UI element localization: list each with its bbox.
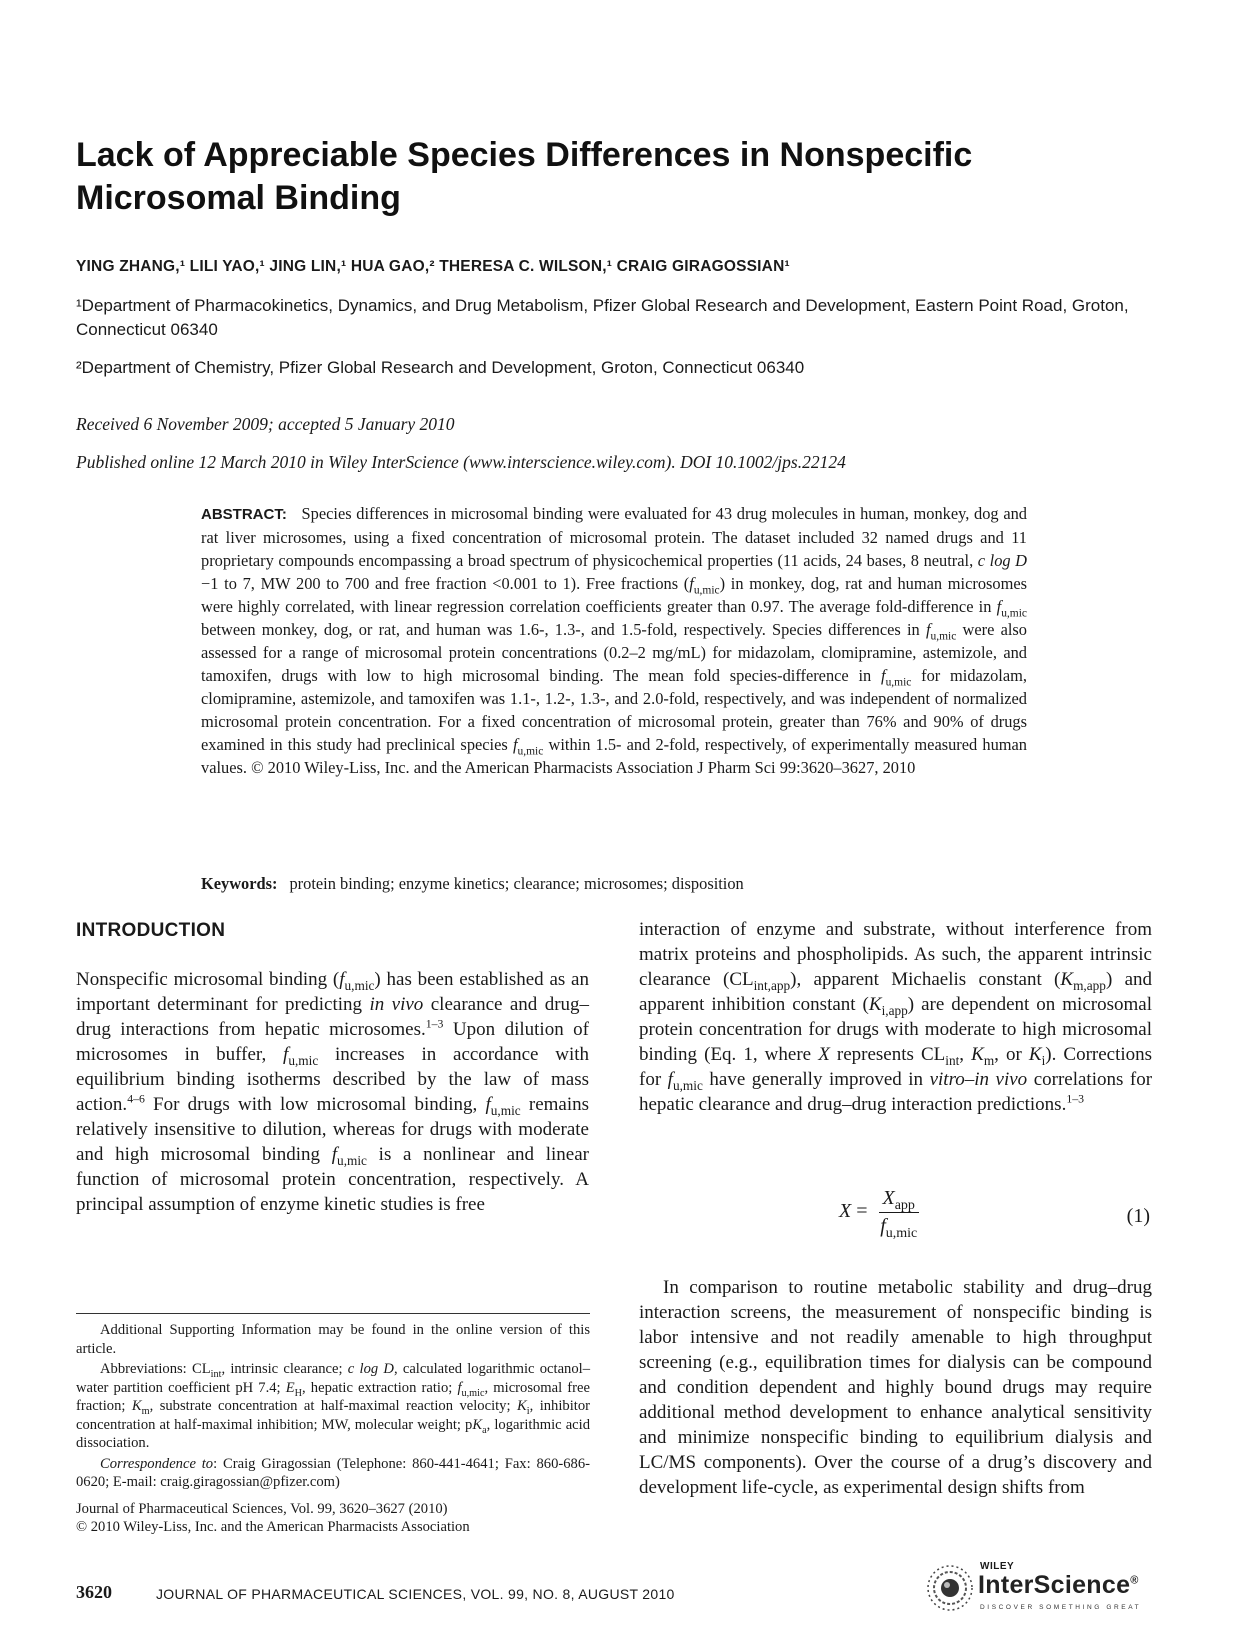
body-text: For drugs with low microsomal binding, [153,1094,478,1115]
body-text: interaction of enzyme and substrate, without interference from matrix proteins and phospholipids. As such, the apparent intrinsic clearance (CL [639,919,1152,990]
author-list: YING ZHANG,¹ LILI YAO,¹ JING LIN,¹ HUA GAO,² THERESA C. WILSON,¹ CRAIG GIRAGOSSIAN¹ [76,258,790,275]
fu-symbol: f [996,597,1002,616]
affiliation-1: ¹Department of Pharmacokinetics, Dynamics, and Drug Metabolism, Pfizer Global Research and Development, Eastern Point Road, Groton, Connecticut 06340 [76,296,1129,339]
fu-subscript: u,mic [693,584,720,597]
keywords-label: Keywords: [201,874,278,893]
equation-lhs: X [839,1200,852,1223]
ki-symbol: K [868,994,882,1015]
abstract-text: −1 to 7, MW 200 to 700 and free fraction <0.001 to 1). Free fractions ( [201,574,690,593]
footnote-correspondence [76,1455,590,1492]
body-text: ). Corrections for [639,1044,1153,1090]
numerator-subscript: app [894,1198,915,1213]
fu-subscript: u,mic [337,1152,367,1168]
clogd-term: c log D [977,551,1027,570]
eh-symbol: E [285,1379,295,1396]
denominator-symbol: f [880,1215,886,1237]
footnote-text: , calculated logarithmic octanol–water partition coefficient pH 7.4; [76,1361,591,1396]
body-column-right-paragraph-2: In comparison to routine metabolic stability and drug–drug interaction screens, the measurement of nonspecific binding is labor intensive and not readily amenable to high throughput screening (e.g., equilibration times for dialysis can be compound and condition dependent and highly bound drugs may require additional method development to enhance analytical sensitivity and minimize nonspecific binding to equilibrium dialysis and LC/MS components). Over the course of a drug’s discovery and development life-cycle, as experimental design shifts from [639,1277,1152,1498]
body-text: ) and apparent inhibition constant ( [639,969,1153,1015]
fu-subscript: u,mic [517,745,544,758]
keywords-text: protein binding; enzyme kinetics; clearance; microsomes; disposition [289,874,744,893]
body-text: remains relatively insensitive to dilution, whereas for drugs with moderate and high microsomal binding [76,1094,590,1165]
in-vivo-term: in vivo [369,994,424,1015]
fu-subscript: u,mic [1001,607,1027,620]
footnote-text: , substrate concentration at half-maximal reaction velocity; [149,1398,511,1414]
body-text: ) are dependent on microsomal protein concentration for drugs with moderate to high microsomal binding (Eq. 1, where [639,994,1152,1065]
footnote-text: , intrinsic clearance; [221,1361,343,1377]
running-footer: JOURNAL OF PHARMACEUTICAL SCIENCES, VOL. 99, NO. 8, AUGUST 2010 [156,1586,675,1602]
subscript: int,app [753,977,791,993]
subscript: u,mic [461,1387,485,1399]
ki-symbol: K [1028,1044,1042,1065]
body-text: Upon dilution of microsomes in buffer, [76,1019,589,1065]
wiley-interscience-logo [924,1560,1154,1616]
subscript: i,app [881,1002,908,1018]
equation-fraction [879,1187,919,1241]
subscript: int [210,1368,222,1380]
subscript: i [1041,1052,1046,1068]
equation-numerator [879,1187,919,1213]
abstract-text: within 1.5- and 2-fold, respectively, of experimentally measured human values. © 2010 Wiley-Liss, Inc. and the American Pharmacists Association J Pharm Sci 99:3620–3627, 2010 [201,735,1027,777]
subscript: a [482,1424,487,1436]
registered-mark: ® [1130,1574,1139,1587]
equation-body [839,1187,919,1241]
received-dates: Received 6 November 2009; accepted 5 January 2010 [76,414,455,434]
fu-symbol: f [925,620,931,639]
logo-wiley-text: WILEY [980,1561,1015,1572]
body-text: is a nonlinear and linear function of microsomal protein concentration, respectively. A principal assumption of enzyme kinetic studies is free [76,1144,589,1215]
body-text: , or [994,1044,1022,1065]
footnote-divider [76,1313,590,1314]
correspondence-text: : Craig Giragossian (Telephone: 860-441-4641; Fax: 860-686-0620; E-mail: craig.giragossian@pfizer.com) [76,1455,590,1490]
abstract [201,502,1027,779]
numerator-symbol: X [882,1187,895,1209]
footnotes [76,1321,590,1537]
logo-wordmark: InterScience [978,1571,1131,1599]
logo-interscience-text [978,1571,1139,1600]
ka-symbol: K [472,1416,483,1433]
fu-symbol: f [331,1144,338,1165]
body-text: represents CL [836,1044,946,1065]
fu-symbol: f [457,1379,462,1396]
keywords [201,874,1027,894]
subscript: i [526,1405,530,1417]
footnote-supporting-info: Additional Supporting Information may be found in the online version of this article. [76,1322,590,1357]
abstract-text: for midazolam, clomipramine, astemizole, and tamoxifen was 1.1-, 1.2-, 1.3-, and 2.0-fold, respectively, and was independent of normalized microsomal protein concentration. For a fixed concentration of microsomal protein, greater than 76% and 90% of drugs examined in this study had preclinical species [201,666,1027,754]
fu-symbol: f [339,969,345,990]
km-symbol: K [1060,969,1074,990]
footnote-copyright: © 2010 Wiley-Liss, Inc. and the American Pharmacists Association [76,1519,470,1535]
publication-info: Published online 12 March 2010 in Wiley InterScience (www.interscience.wiley.com). DOI 10.1002/jps.22124 [76,452,846,472]
footnote-text: , microsomal free fraction; [76,1379,590,1414]
abstract-text: between monkey, dog, or rat, and human was 1.6-, 1.3-, and 1.5-fold, respectively. Species differences in [201,620,920,639]
body-text: , [959,1044,965,1065]
km-symbol: K [971,1044,984,1065]
fu-symbol: f [667,1069,673,1090]
body-text: ) has been established as an important determinant for predicting [76,969,589,1015]
fu-symbol: f [512,735,518,754]
abstract-text: ) in monkey, dog, rat and human microsomes were highly correlated, with linear regression correlation coefficients greater than 0.97. The average fold-difference in [201,574,1027,616]
subscript: int [945,1052,960,1068]
km-symbol: K [131,1398,142,1414]
abstract-label: ABSTRACT: [201,506,287,523]
footnote-text: , logarithmic acid dissociation. [76,1416,590,1451]
citation: 4–6 [127,1092,145,1106]
section-heading-introduction: INTRODUCTION [76,920,226,941]
abstract-text: Species differences in microsomal binding were evaluated for 43 drug molecules in human, monkey, dog and rat liver microsomes, using a fixed concentration of microsomal protein. The dataset included 32 named drugs and 11 proprietary compounds encompassing a broad spectrum of physicochemical properties (11 acids, 24 bases, 8 neutral, [201,504,1027,570]
fu-subscript: u,mic [288,1052,319,1068]
globe-icon [924,1562,976,1614]
fu-subscript: u,mic [885,676,912,689]
fu-symbol: f [485,1094,491,1115]
fu-subscript: u,mic [672,1077,703,1093]
body-text: ), apparent Michaelis constant ( [790,969,1061,990]
body-text: increases in accordance with equilibrium binding isotherms described by the law of mass action. [76,1044,589,1115]
clogd-term: c log D [347,1361,394,1377]
footnote-text: , inhibitor concentration at half-maximal inhibition; MW, molecular weight; p [76,1398,590,1433]
citation: 1–3 [425,1017,444,1031]
footnote-journal: Journal of Pharmaceutical Sciences, Vol. 99, 3620–3627 (2010) [76,1500,448,1517]
subscript: H [294,1387,303,1399]
subscript: m [141,1405,150,1417]
body-text: have generally improved in [709,1069,924,1090]
body-column-left [76,967,589,1217]
footnote-abbreviations [76,1360,590,1453]
correspondence-label: Correspondence to [100,1455,214,1472]
subscript: m,app [1073,977,1106,993]
equation-number: (1) [1126,1205,1150,1227]
in-vitro-in-vivo-term: vitro–in vivo [929,1069,1028,1090]
body-text: correlations for hepatic clearance and drug–drug interaction predictions. [639,1069,1153,1115]
fu-symbol: f [689,574,694,593]
x-symbol: X [818,1044,830,1065]
fu-subscript: u,mic [490,1102,521,1118]
fu-subscript: u,mic [344,977,375,993]
footnote-text: , hepatic extraction ratio; [302,1379,453,1396]
equation-denominator [879,1213,919,1241]
body-text: clearance and drug–drug interactions from hepatic microsomes. [76,994,590,1040]
body-column-right-paragraph-1 [639,917,1152,1117]
fu-symbol: f [881,666,886,685]
equation-1 [639,1187,1152,1247]
denominator-subscript: u,mic [885,1226,918,1241]
fu-subscript: u,mic [930,630,957,643]
footnote-text: Abbreviations: CL [100,1361,211,1377]
logo-tagline: DISCOVER SOMETHING GREAT [980,1604,1142,1611]
ki-symbol: K [517,1398,527,1414]
equals-sign: = [856,1200,868,1223]
article-title: Lack of Appreciable Species Differences in Nonspecific Microsomal Binding [76,136,973,217]
page-number: 3620 [76,1582,112,1602]
affiliation-2: ²Department of Chemistry, Pfizer Global Research and Development, Groton, Connecticut 06340 [76,358,805,377]
fu-symbol: f [283,1044,289,1065]
abstract-text: were also assessed for a range of microsomal protein concentrations (0.2–2 mg/mL) for midazolam, clomipramine, astemizole, and tamoxifen, drugs with low to high microsomal binding. The mean fold species-difference in [201,620,1027,685]
subscript: m [983,1052,995,1068]
body-text: Nonspecific microsomal binding ( [76,969,340,990]
citation: 1–3 [1066,1092,1084,1106]
